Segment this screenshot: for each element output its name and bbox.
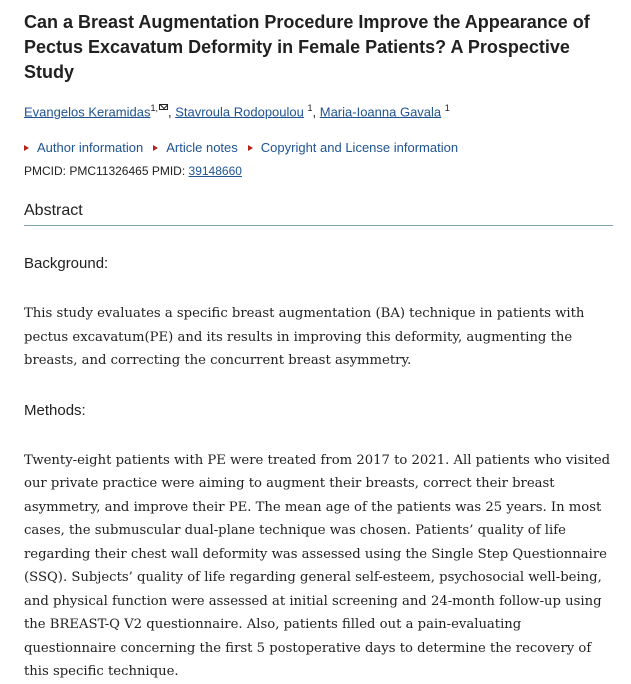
copyright-label: Copyright and License information: [260, 140, 459, 156]
article-info-links: [24, 139, 613, 157]
triangle-right-icon: [248, 145, 253, 151]
author-affiliation-sup: 1: [307, 103, 313, 113]
mail-icon[interactable]: [159, 104, 168, 110]
author-affiliation-sup: 1: [444, 103, 450, 113]
author-separator: ,: [312, 104, 320, 120]
triangle-right-icon: [153, 145, 158, 151]
author-link-gavala[interactable]: Maria-Ioanna Gavala: [319, 104, 442, 120]
author-link-keramidas[interactable]: Evangelos Keramidas: [24, 104, 151, 120]
author-separator: ,: [167, 104, 176, 120]
author-affiliation-sup: 1,: [150, 103, 158, 113]
abstract-heading: Abstract: [24, 201, 613, 226]
article-notes-toggle[interactable]: [153, 139, 238, 157]
article-title: Can a Breast Augmentation Procedure Improve the Appearance of Pectus Excavatum Deformity in Female Patients? A Prospective Study: [24, 12, 590, 82]
author-information-label: Author information: [37, 140, 144, 156]
methods-heading: Methods:: [24, 401, 86, 419]
author-list: [24, 99, 613, 121]
triangle-right-icon: [24, 145, 29, 151]
pmcid-label: PMCID: PMC11326465: [24, 164, 149, 179]
background-heading: Background:: [24, 255, 109, 273]
background-paragraph: This study evaluates a specific breast augmentation (BA) technique in patients with pectus excavatum(PE) and its results in improving this deformity, augmenting the breasts, and correcting the concurrent breast asymmetry.: [24, 306, 585, 369]
article-ids: [24, 163, 613, 179]
author-link-rodopoulou[interactable]: Stavroula Rodopoulou: [175, 104, 304, 120]
copyright-toggle[interactable]: [248, 139, 458, 157]
pmid-link[interactable]: 39148660: [188, 164, 242, 179]
methods-paragraph: Twenty-eight patients with PE were treated from 2017 to 2021. All patients who visited our private practice were aiming to augment their breasts, correct their breast asymmetry, and improve their PE. The mean age of the patients was 25 years. In most cases, the submuscular dual-plane technique was chosen. Patients’ quality of life regarding their chest wall deformity was assessed using the Single Step Questionnaire (SSQ). Subjects’ quality of life regarding general self-esteem, psychosocial well-being, and physical function were assessed at initial screening and 24-month follow-up using the BREAST-Q V2 questionnaire. Also, patients filled out a pain-evaluating questionnaire concerning the first 5 postoperative days to determine the recovery of this specific technique.: [24, 452, 611, 680]
pmid-label: PMID:: [151, 164, 186, 179]
author-information-toggle[interactable]: [24, 139, 143, 157]
article-notes-label: Article notes: [166, 140, 238, 156]
